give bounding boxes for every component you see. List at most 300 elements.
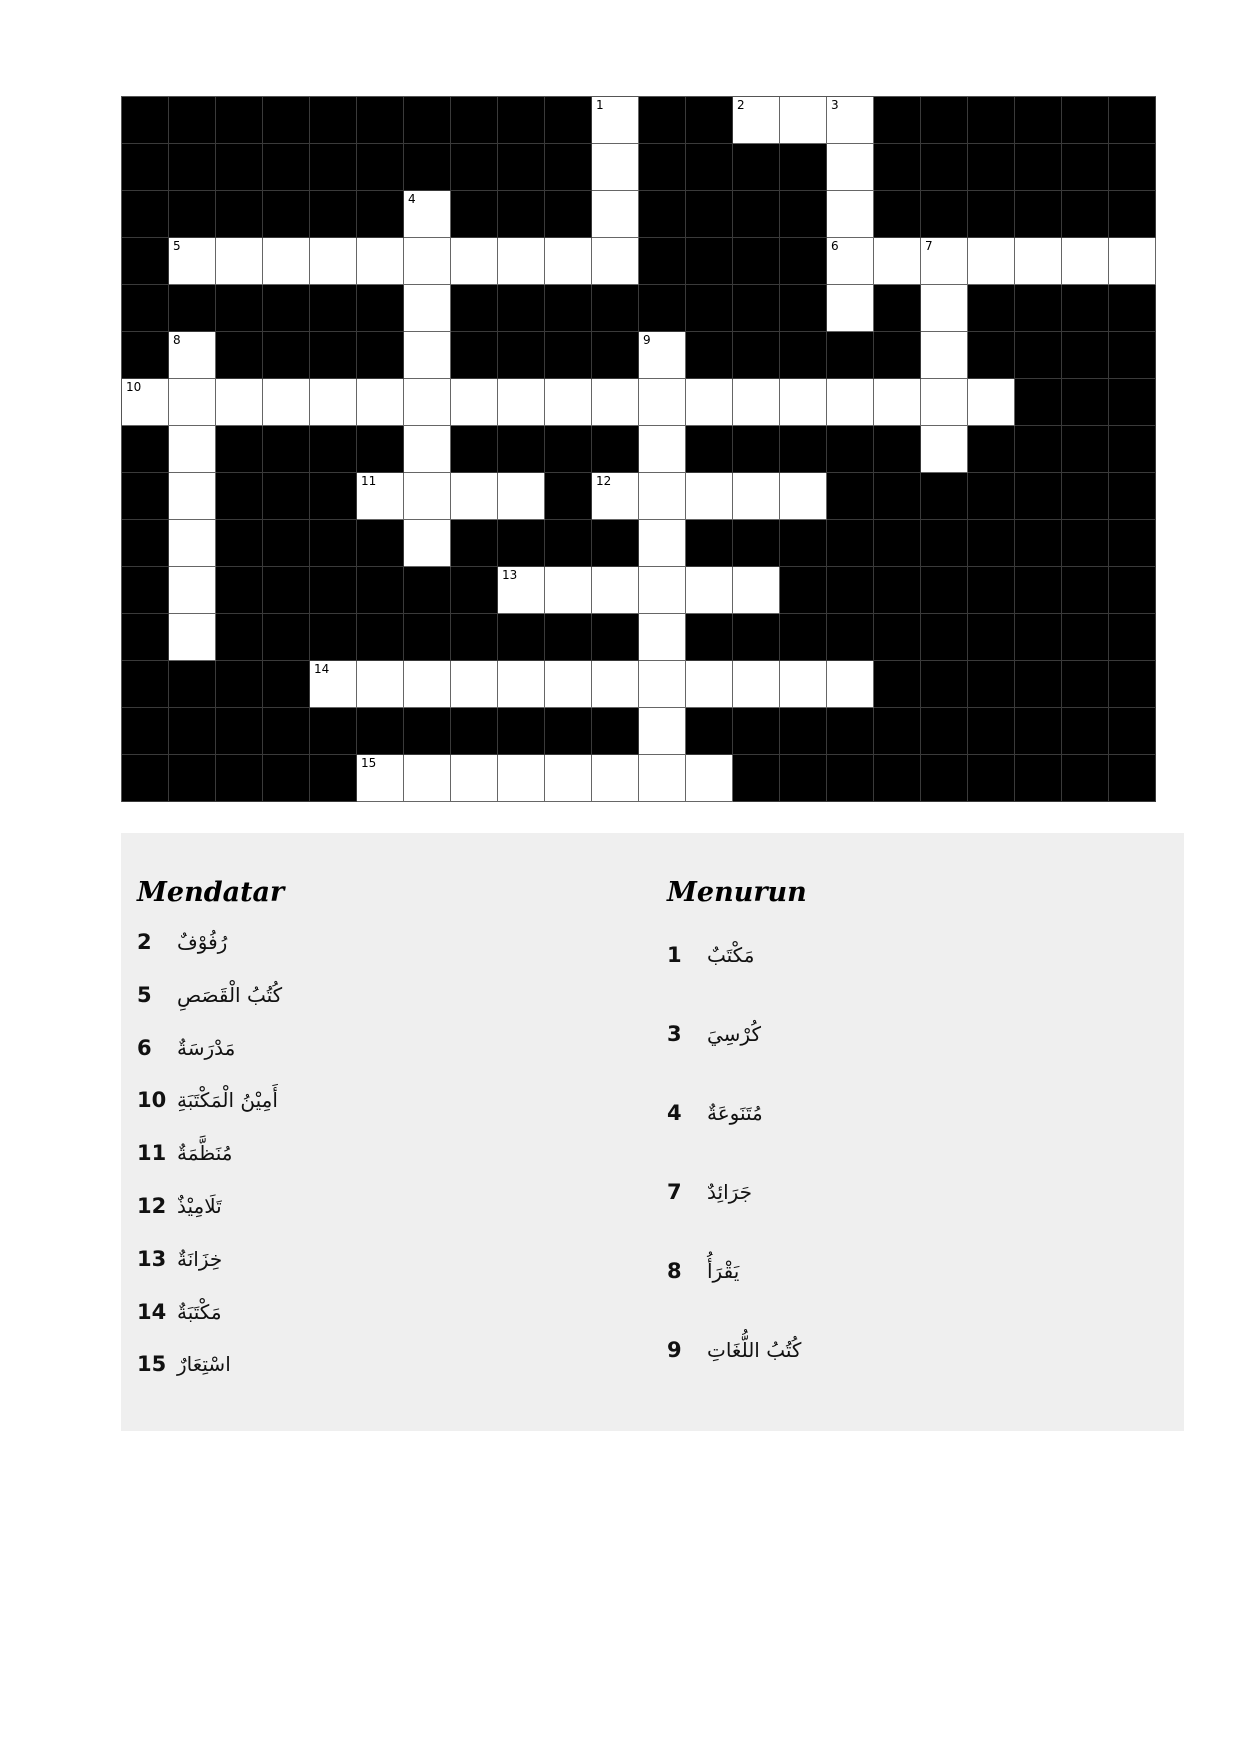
grid-cell-blocked	[968, 97, 1015, 144]
grid-cell-open[interactable]	[968, 379, 1015, 426]
grid-cell-blocked	[733, 332, 780, 379]
grid-cell-blocked	[169, 755, 216, 802]
grid-cell-open[interactable]	[498, 379, 545, 426]
clue-number: 9	[667, 1338, 682, 1362]
clue-number-label: 2	[737, 98, 745, 112]
grid-cell-open[interactable]	[404, 755, 451, 802]
grid-cell-blocked	[686, 144, 733, 191]
grid-cell-open[interactable]	[733, 379, 780, 426]
grid-cell-blocked	[357, 426, 404, 473]
grid-cell-open[interactable]	[686, 567, 733, 614]
grid-cell-blocked	[310, 332, 357, 379]
grid-cell-open[interactable]	[780, 97, 827, 144]
grid-cell-blocked	[1015, 332, 1062, 379]
grid-cell-blocked	[545, 97, 592, 144]
grid-cell-blocked	[1109, 426, 1156, 473]
grid-cell-blocked	[404, 708, 451, 755]
clue-number: 7	[667, 1180, 682, 1204]
clue-number-label: 13	[502, 568, 518, 582]
grid-cell-blocked	[1062, 614, 1109, 661]
grid-cell-blocked	[968, 661, 1015, 708]
grid-cell-blocked	[1015, 567, 1062, 614]
grid-cell-open[interactable]	[874, 238, 921, 285]
grid-cell-open[interactable]	[404, 238, 451, 285]
grid-cell-blocked	[686, 238, 733, 285]
grid-cell-open[interactable]	[686, 379, 733, 426]
grid-cell-open[interactable]	[639, 332, 686, 379]
grid-cell-open[interactable]	[169, 520, 216, 567]
grid-cell-open[interactable]	[498, 755, 545, 802]
grid-cell-blocked	[1015, 285, 1062, 332]
grid-cell-blocked	[122, 191, 169, 238]
grid-cell-open[interactable]	[310, 238, 357, 285]
grid-cell-blocked	[1015, 191, 1062, 238]
grid-cell-blocked	[733, 708, 780, 755]
grid-cell-blocked	[874, 473, 921, 520]
grid-cell-blocked	[545, 426, 592, 473]
grid-cell-open[interactable]	[122, 379, 169, 426]
grid-cell-blocked	[733, 755, 780, 802]
grid-cell-blocked	[545, 708, 592, 755]
grid-cell-blocked	[310, 708, 357, 755]
grid-cell-open[interactable]	[639, 567, 686, 614]
clue-text: مُنَظَّمَةٌ	[177, 1141, 233, 1166]
grid-cell-blocked	[169, 97, 216, 144]
grid-cell-open[interactable]	[310, 379, 357, 426]
grid-cell-blocked	[733, 520, 780, 567]
grid-cell-blocked	[1015, 661, 1062, 708]
grid-cell-open[interactable]	[827, 144, 874, 191]
grid-cell-open[interactable]	[451, 238, 498, 285]
across-clues	[137, 873, 617, 1377]
grid-cell-blocked	[1015, 520, 1062, 567]
grid-cell-open[interactable]	[686, 661, 733, 708]
grid-cell-blocked	[1015, 144, 1062, 191]
grid-cell-blocked	[263, 191, 310, 238]
grid-cell-blocked	[827, 755, 874, 802]
grid-cell-open[interactable]	[169, 567, 216, 614]
grid-cell-blocked	[545, 473, 592, 520]
grid-cell-open[interactable]	[592, 238, 639, 285]
grid-cell-blocked	[545, 614, 592, 661]
grid-cell-blocked	[122, 614, 169, 661]
grid-cell-blocked	[968, 567, 1015, 614]
grid-cell-blocked	[216, 708, 263, 755]
grid-cell-open[interactable]	[639, 379, 686, 426]
clue-number-label: 5	[173, 239, 181, 253]
grid-cell-open[interactable]	[545, 567, 592, 614]
grid-cell-blocked	[733, 614, 780, 661]
clue-number-label: 9	[643, 333, 651, 347]
grid-cell-blocked	[639, 238, 686, 285]
grid-cell-open[interactable]	[921, 332, 968, 379]
grid-cell-open[interactable]	[310, 661, 357, 708]
grid-cell-open[interactable]	[404, 379, 451, 426]
grid-cell-blocked	[1062, 191, 1109, 238]
grid-cell-blocked	[263, 285, 310, 332]
grid-cell-blocked	[1109, 379, 1156, 426]
grid-cell-blocked	[592, 332, 639, 379]
grid-cell-blocked	[1109, 332, 1156, 379]
grid-cell-open[interactable]	[921, 238, 968, 285]
grid-cell-blocked	[263, 708, 310, 755]
grid-cell-open[interactable]	[592, 473, 639, 520]
grid-cell-open[interactable]	[592, 567, 639, 614]
grid-cell-blocked	[780, 191, 827, 238]
clue-number: 1	[667, 943, 682, 967]
grid-cell-open[interactable]	[498, 661, 545, 708]
grid-cell-blocked	[451, 191, 498, 238]
grid-cell-blocked	[733, 285, 780, 332]
across-title: Mendatar	[137, 877, 285, 908]
grid-cell-blocked	[545, 144, 592, 191]
clue-number-label: 12	[596, 474, 612, 488]
grid-cell-blocked	[451, 426, 498, 473]
grid-cell-open[interactable]	[169, 426, 216, 473]
grid-cell-blocked	[968, 144, 1015, 191]
grid-cell-open[interactable]	[827, 661, 874, 708]
grid-cell-blocked	[827, 567, 874, 614]
grid-cell-open[interactable]	[639, 661, 686, 708]
clue-number-label: 3	[831, 98, 839, 112]
grid-cell-open[interactable]	[451, 473, 498, 520]
grid-cell-open[interactable]	[357, 473, 404, 520]
clue-item	[667, 1259, 739, 1283]
grid-cell-open[interactable]	[592, 97, 639, 144]
clue-item	[137, 1352, 231, 1376]
clue-number: 13	[137, 1246, 167, 1271]
grid-cell-open[interactable]	[1062, 238, 1109, 285]
grid-cell-blocked	[404, 614, 451, 661]
grid-cell-blocked	[1109, 473, 1156, 520]
clue-number: 6	[137, 1035, 152, 1060]
grid-cell-blocked	[1109, 97, 1156, 144]
grid-cell-blocked	[451, 97, 498, 144]
grid-cell-open[interactable]	[545, 755, 592, 802]
clue-number-label: 4	[408, 192, 416, 206]
grid-cell-open[interactable]	[639, 520, 686, 567]
clue-item	[137, 1141, 232, 1165]
grid-cell-open[interactable]	[921, 285, 968, 332]
grid-cell-blocked	[968, 473, 1015, 520]
grid-cell-open[interactable]	[169, 238, 216, 285]
grid-cell-blocked	[733, 191, 780, 238]
grid-cell-blocked	[216, 332, 263, 379]
grid-cell-blocked	[263, 144, 310, 191]
grid-cell-open[interactable]	[498, 473, 545, 520]
grid-cell-blocked	[1109, 144, 1156, 191]
clue-item	[137, 1247, 222, 1271]
clue-number-label: 1	[596, 98, 604, 112]
grid-cell-open[interactable]	[216, 379, 263, 426]
grid-cell-open[interactable]	[968, 238, 1015, 285]
grid-cell-open[interactable]	[169, 614, 216, 661]
grid-cell-blocked	[169, 191, 216, 238]
grid-cell-blocked	[216, 661, 263, 708]
grid-cell-open[interactable]	[263, 379, 310, 426]
grid-cell-blocked	[263, 97, 310, 144]
grid-cell-blocked	[216, 97, 263, 144]
grid-cell-blocked	[263, 755, 310, 802]
grid-cell-blocked	[122, 708, 169, 755]
grid-cell-open[interactable]	[404, 426, 451, 473]
clue-number: 3	[667, 1022, 682, 1046]
grid-cell-blocked	[498, 520, 545, 567]
grid-cell-blocked	[1015, 379, 1062, 426]
grid-cell-blocked	[122, 473, 169, 520]
grid-cell-blocked	[1015, 97, 1062, 144]
grid-cell-blocked	[357, 520, 404, 567]
grid-cell-open[interactable]	[639, 755, 686, 802]
grid-cell-open[interactable]	[921, 379, 968, 426]
grid-cell-blocked	[968, 614, 1015, 661]
grid-cell-open[interactable]	[827, 97, 874, 144]
grid-cell-blocked	[874, 285, 921, 332]
grid-cell-open[interactable]	[545, 379, 592, 426]
grid-cell-open[interactable]	[404, 332, 451, 379]
grid-cell-open[interactable]	[216, 238, 263, 285]
grid-cell-blocked	[921, 97, 968, 144]
grid-cell-blocked	[122, 755, 169, 802]
grid-cell-blocked	[639, 285, 686, 332]
grid-cell-blocked	[780, 144, 827, 191]
grid-cell-blocked	[404, 567, 451, 614]
clue-number-label: 6	[831, 239, 839, 253]
grid-cell-blocked	[263, 426, 310, 473]
grid-cell-blocked	[968, 426, 1015, 473]
grid-cell-blocked	[357, 332, 404, 379]
grid-cell-blocked	[451, 520, 498, 567]
grid-cell-open[interactable]	[827, 191, 874, 238]
grid-cell-open[interactable]	[639, 426, 686, 473]
grid-cell-blocked	[874, 332, 921, 379]
grid-cell-blocked	[968, 191, 1015, 238]
grid-cell-blocked	[1062, 144, 1109, 191]
grid-cell-open[interactable]	[639, 473, 686, 520]
grid-cell-blocked	[310, 473, 357, 520]
grid-cell-open[interactable]	[733, 661, 780, 708]
clue-number: 5	[137, 982, 152, 1007]
grid-cell-blocked	[1109, 285, 1156, 332]
grid-cell-blocked	[498, 332, 545, 379]
grid-cell-open[interactable]	[780, 661, 827, 708]
down-title: Menurun	[667, 877, 807, 908]
grid-cell-blocked	[122, 144, 169, 191]
grid-cell-open[interactable]	[592, 144, 639, 191]
grid-cell-open[interactable]	[498, 567, 545, 614]
grid-cell-open[interactable]	[451, 755, 498, 802]
grid-cell-open[interactable]	[404, 191, 451, 238]
grid-cell-open[interactable]	[733, 567, 780, 614]
grid-cell-blocked	[216, 614, 263, 661]
grid-cell-open[interactable]	[357, 755, 404, 802]
clue-item	[137, 983, 282, 1007]
clue-panel	[121, 833, 1184, 1431]
grid-cell-blocked	[1015, 708, 1062, 755]
grid-cell-open[interactable]	[404, 661, 451, 708]
grid-cell-open[interactable]	[592, 379, 639, 426]
grid-cell-blocked	[122, 520, 169, 567]
grid-cell-blocked	[921, 473, 968, 520]
grid-cell-open[interactable]	[263, 238, 310, 285]
grid-cell-open[interactable]	[169, 473, 216, 520]
grid-cell-open[interactable]	[827, 379, 874, 426]
grid-cell-blocked	[310, 426, 357, 473]
grid-cell-blocked	[451, 285, 498, 332]
grid-cell-blocked	[780, 567, 827, 614]
grid-cell-blocked	[263, 614, 310, 661]
clue-item	[137, 1088, 278, 1112]
clue-number: 11	[137, 1141, 167, 1166]
grid-cell-blocked	[498, 614, 545, 661]
grid-cell-blocked	[874, 144, 921, 191]
grid-cell-open[interactable]	[169, 332, 216, 379]
grid-cell-blocked	[686, 426, 733, 473]
grid-cell-blocked	[310, 144, 357, 191]
grid-cell-blocked	[733, 426, 780, 473]
grid-cell-blocked	[1015, 426, 1062, 473]
grid-cell-blocked	[1062, 661, 1109, 708]
clue-item	[137, 1300, 222, 1324]
grid-cell-open[interactable]	[451, 661, 498, 708]
grid-cell-blocked	[216, 567, 263, 614]
grid-cell-open[interactable]	[827, 238, 874, 285]
grid-cell-blocked	[827, 614, 874, 661]
grid-cell-blocked	[1062, 708, 1109, 755]
grid-cell-open[interactable]	[592, 755, 639, 802]
grid-cell-blocked	[1062, 426, 1109, 473]
grid-cell-open[interactable]	[404, 285, 451, 332]
clue-text: جَرَائِدٌ	[707, 1180, 753, 1204]
grid-cell-blocked	[592, 614, 639, 661]
clue-number: 2	[137, 930, 152, 954]
grid-cell-blocked	[874, 661, 921, 708]
grid-cell-blocked	[216, 285, 263, 332]
grid-cell-blocked	[498, 708, 545, 755]
grid-cell-blocked	[310, 614, 357, 661]
grid-cell-open[interactable]	[169, 379, 216, 426]
grid-cell-blocked	[686, 614, 733, 661]
grid-cell-blocked	[874, 567, 921, 614]
grid-cell-blocked	[498, 191, 545, 238]
grid-cell-open[interactable]	[545, 238, 592, 285]
clue-number: 12	[137, 1194, 167, 1218]
grid-cell-blocked	[357, 191, 404, 238]
clue-number: 14	[137, 1299, 167, 1324]
grid-cell-blocked	[780, 708, 827, 755]
grid-cell-blocked	[451, 144, 498, 191]
grid-cell-open[interactable]	[357, 238, 404, 285]
grid-cell-blocked	[122, 285, 169, 332]
grid-cell-blocked	[968, 708, 1015, 755]
grid-cell-open[interactable]	[733, 473, 780, 520]
grid-cell-open[interactable]	[404, 473, 451, 520]
clue-number-label: 11	[361, 474, 377, 488]
grid-cell-open[interactable]	[686, 755, 733, 802]
grid-cell-blocked	[1109, 520, 1156, 567]
grid-cell-blocked	[498, 285, 545, 332]
grid-cell-blocked	[216, 191, 263, 238]
grid-cell-blocked	[310, 520, 357, 567]
grid-cell-blocked	[921, 520, 968, 567]
down-clues	[667, 873, 1147, 1362]
grid-cell-open[interactable]	[780, 379, 827, 426]
grid-cell-blocked	[216, 473, 263, 520]
grid-cell-open[interactable]	[357, 379, 404, 426]
grid-cell-blocked	[921, 144, 968, 191]
grid-cell-blocked	[498, 426, 545, 473]
grid-cell-open[interactable]	[498, 238, 545, 285]
grid-cell-blocked	[921, 614, 968, 661]
grid-cell-blocked	[1015, 755, 1062, 802]
grid-cell-blocked	[169, 144, 216, 191]
grid-cell-blocked	[310, 191, 357, 238]
grid-cell-blocked	[1015, 614, 1062, 661]
grid-cell-blocked	[780, 332, 827, 379]
grid-cell-blocked	[874, 755, 921, 802]
clue-number-label: 7	[925, 239, 933, 253]
grid-cell-open[interactable]	[921, 426, 968, 473]
grid-cell-blocked	[357, 567, 404, 614]
grid-cell-open[interactable]	[827, 285, 874, 332]
grid-cell-blocked	[498, 97, 545, 144]
clue-item	[667, 1338, 801, 1362]
grid-cell-open[interactable]	[1109, 238, 1156, 285]
grid-cell-blocked	[592, 285, 639, 332]
grid-cell-blocked	[1109, 708, 1156, 755]
clue-number-label: 14	[314, 662, 330, 676]
grid-cell-blocked	[1062, 755, 1109, 802]
grid-cell-open[interactable]	[545, 661, 592, 708]
grid-cell-open[interactable]	[592, 191, 639, 238]
grid-cell-open[interactable]	[733, 97, 780, 144]
grid-cell-open[interactable]	[592, 661, 639, 708]
grid-cell-open[interactable]	[357, 661, 404, 708]
clue-text: مَدْرَسَةٌ	[177, 1035, 236, 1060]
clue-item	[137, 1194, 222, 1218]
grid-cell-blocked	[357, 708, 404, 755]
grid-cell-blocked	[169, 661, 216, 708]
grid-cell-blocked	[122, 332, 169, 379]
grid-cell-blocked	[404, 144, 451, 191]
clue-item	[137, 1036, 235, 1060]
grid-cell-open[interactable]	[639, 708, 686, 755]
grid-cell-open[interactable]	[451, 379, 498, 426]
clue-text: مُتَنَوعَةٌ	[707, 1101, 763, 1125]
grid-cell-blocked	[921, 755, 968, 802]
grid-cell-open[interactable]	[639, 614, 686, 661]
grid-cell-blocked	[874, 520, 921, 567]
grid-cell-open[interactable]	[874, 379, 921, 426]
grid-cell-blocked	[592, 708, 639, 755]
grid-cell-open[interactable]	[404, 520, 451, 567]
grid-cell-blocked	[169, 708, 216, 755]
grid-cell-blocked	[263, 520, 310, 567]
clue-text: مَكْتَبَةٌ	[177, 1299, 222, 1324]
grid-cell-open[interactable]	[780, 473, 827, 520]
grid-cell-blocked	[874, 708, 921, 755]
grid-cell-blocked	[827, 473, 874, 520]
grid-cell-open[interactable]	[1015, 238, 1062, 285]
clue-number: 8	[667, 1259, 682, 1283]
grid-cell-blocked	[592, 520, 639, 567]
grid-cell-blocked	[968, 285, 1015, 332]
grid-cell-open[interactable]	[686, 473, 733, 520]
grid-cell-blocked	[827, 520, 874, 567]
grid-cell-blocked	[686, 285, 733, 332]
grid-cell-blocked	[498, 144, 545, 191]
grid-cell-blocked	[639, 191, 686, 238]
